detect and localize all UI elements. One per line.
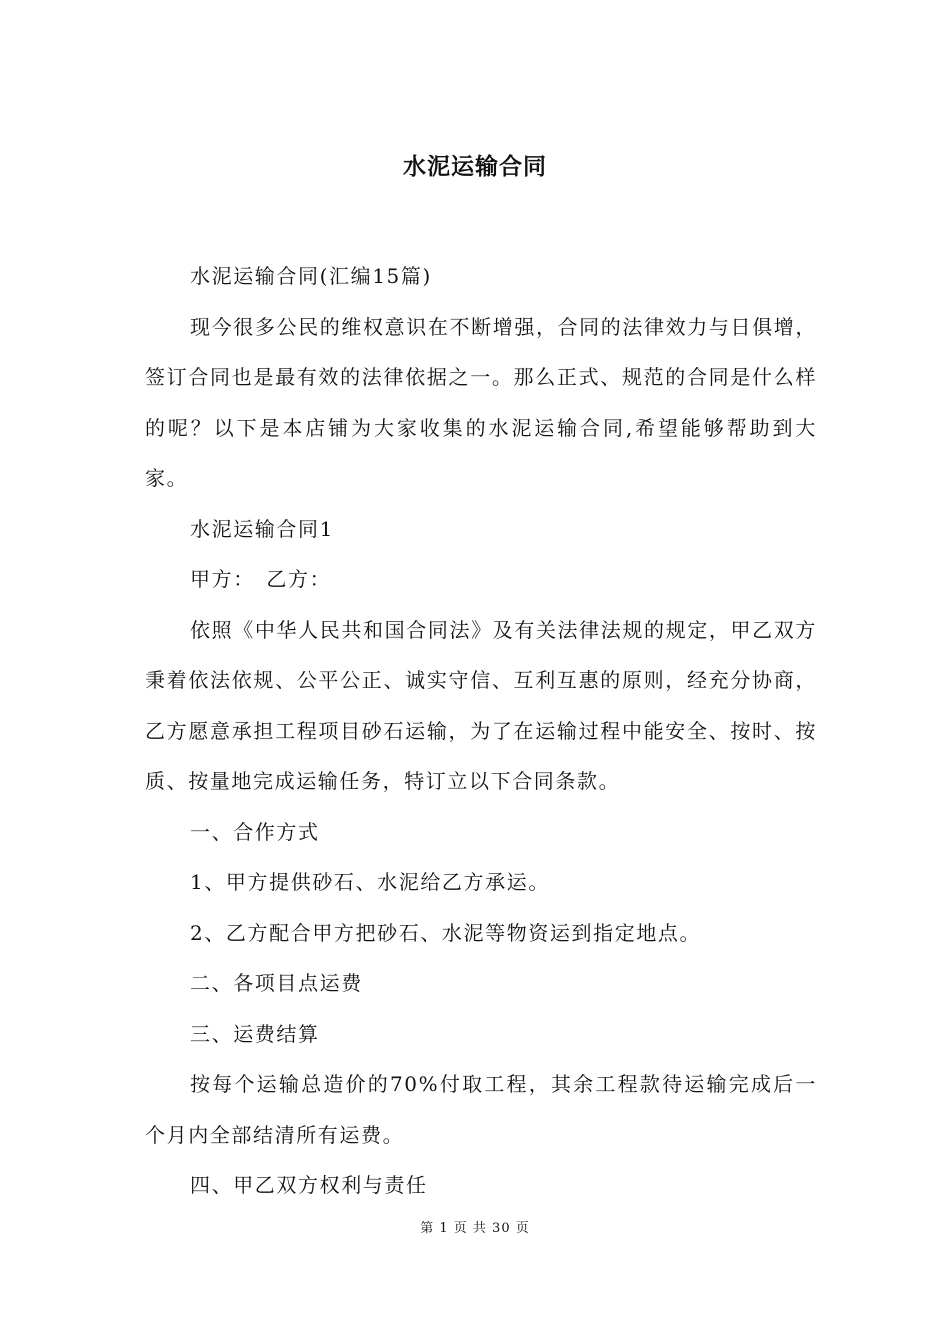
clause-1-1: 1、甲方提供砂石、水泥给乙方承运。 (190, 870, 550, 894)
clause-3-1: 按每个运输总造价的70%付取工程，其余工程款待运输完成后一个月内全部结清所有运费。 (145, 1072, 817, 1147)
paragraph-preamble: 依照《中华人民共和国合同法》及有关法律法规的规定，甲乙双方秉着依法依规、公平公正、诚实守信、互利互惠的原则，经充分协商，乙方愿意承担工程项目砂石运输，为了在运输过程中能安全、按时、按质、按量地完成运输任务，特订立以下合同条款。 (145, 617, 817, 793)
section-heading-3: 三、运费结算 (190, 1021, 320, 1046)
section-heading-4: 四、甲乙双方权利与责任 (190, 1173, 428, 1197)
document-title: 水泥运输合同 (403, 153, 547, 180)
paragraph-contract-heading: 水泥运输合同1 (190, 516, 334, 541)
paragraph-intro: 现今很多公民的维权意识在不断增强，合同的法律效力与日俱增，签订合同也是最有效的法律依据之一。那么正式、规范的合同是什么样的呢？以下是本店铺为大家收集的水泥运输合同,希望能够帮助到大家。 (145, 314, 817, 490)
section-heading-2: 二、各项目点运费 (190, 971, 363, 995)
document-body (145, 251, 817, 1211)
paragraph-parties: 甲方： 乙方： (190, 567, 332, 591)
paragraph-subtitle: 水泥运输合同(汇编15篇) (190, 264, 432, 288)
page-number-footer: 第 1 页 共 30 页 (420, 1221, 530, 1236)
clause-1-2: 2、乙方配合甲方把砂石、水泥等物资运到指定地点。 (190, 920, 702, 945)
section-heading-1: 一、合作方式 (190, 819, 320, 844)
